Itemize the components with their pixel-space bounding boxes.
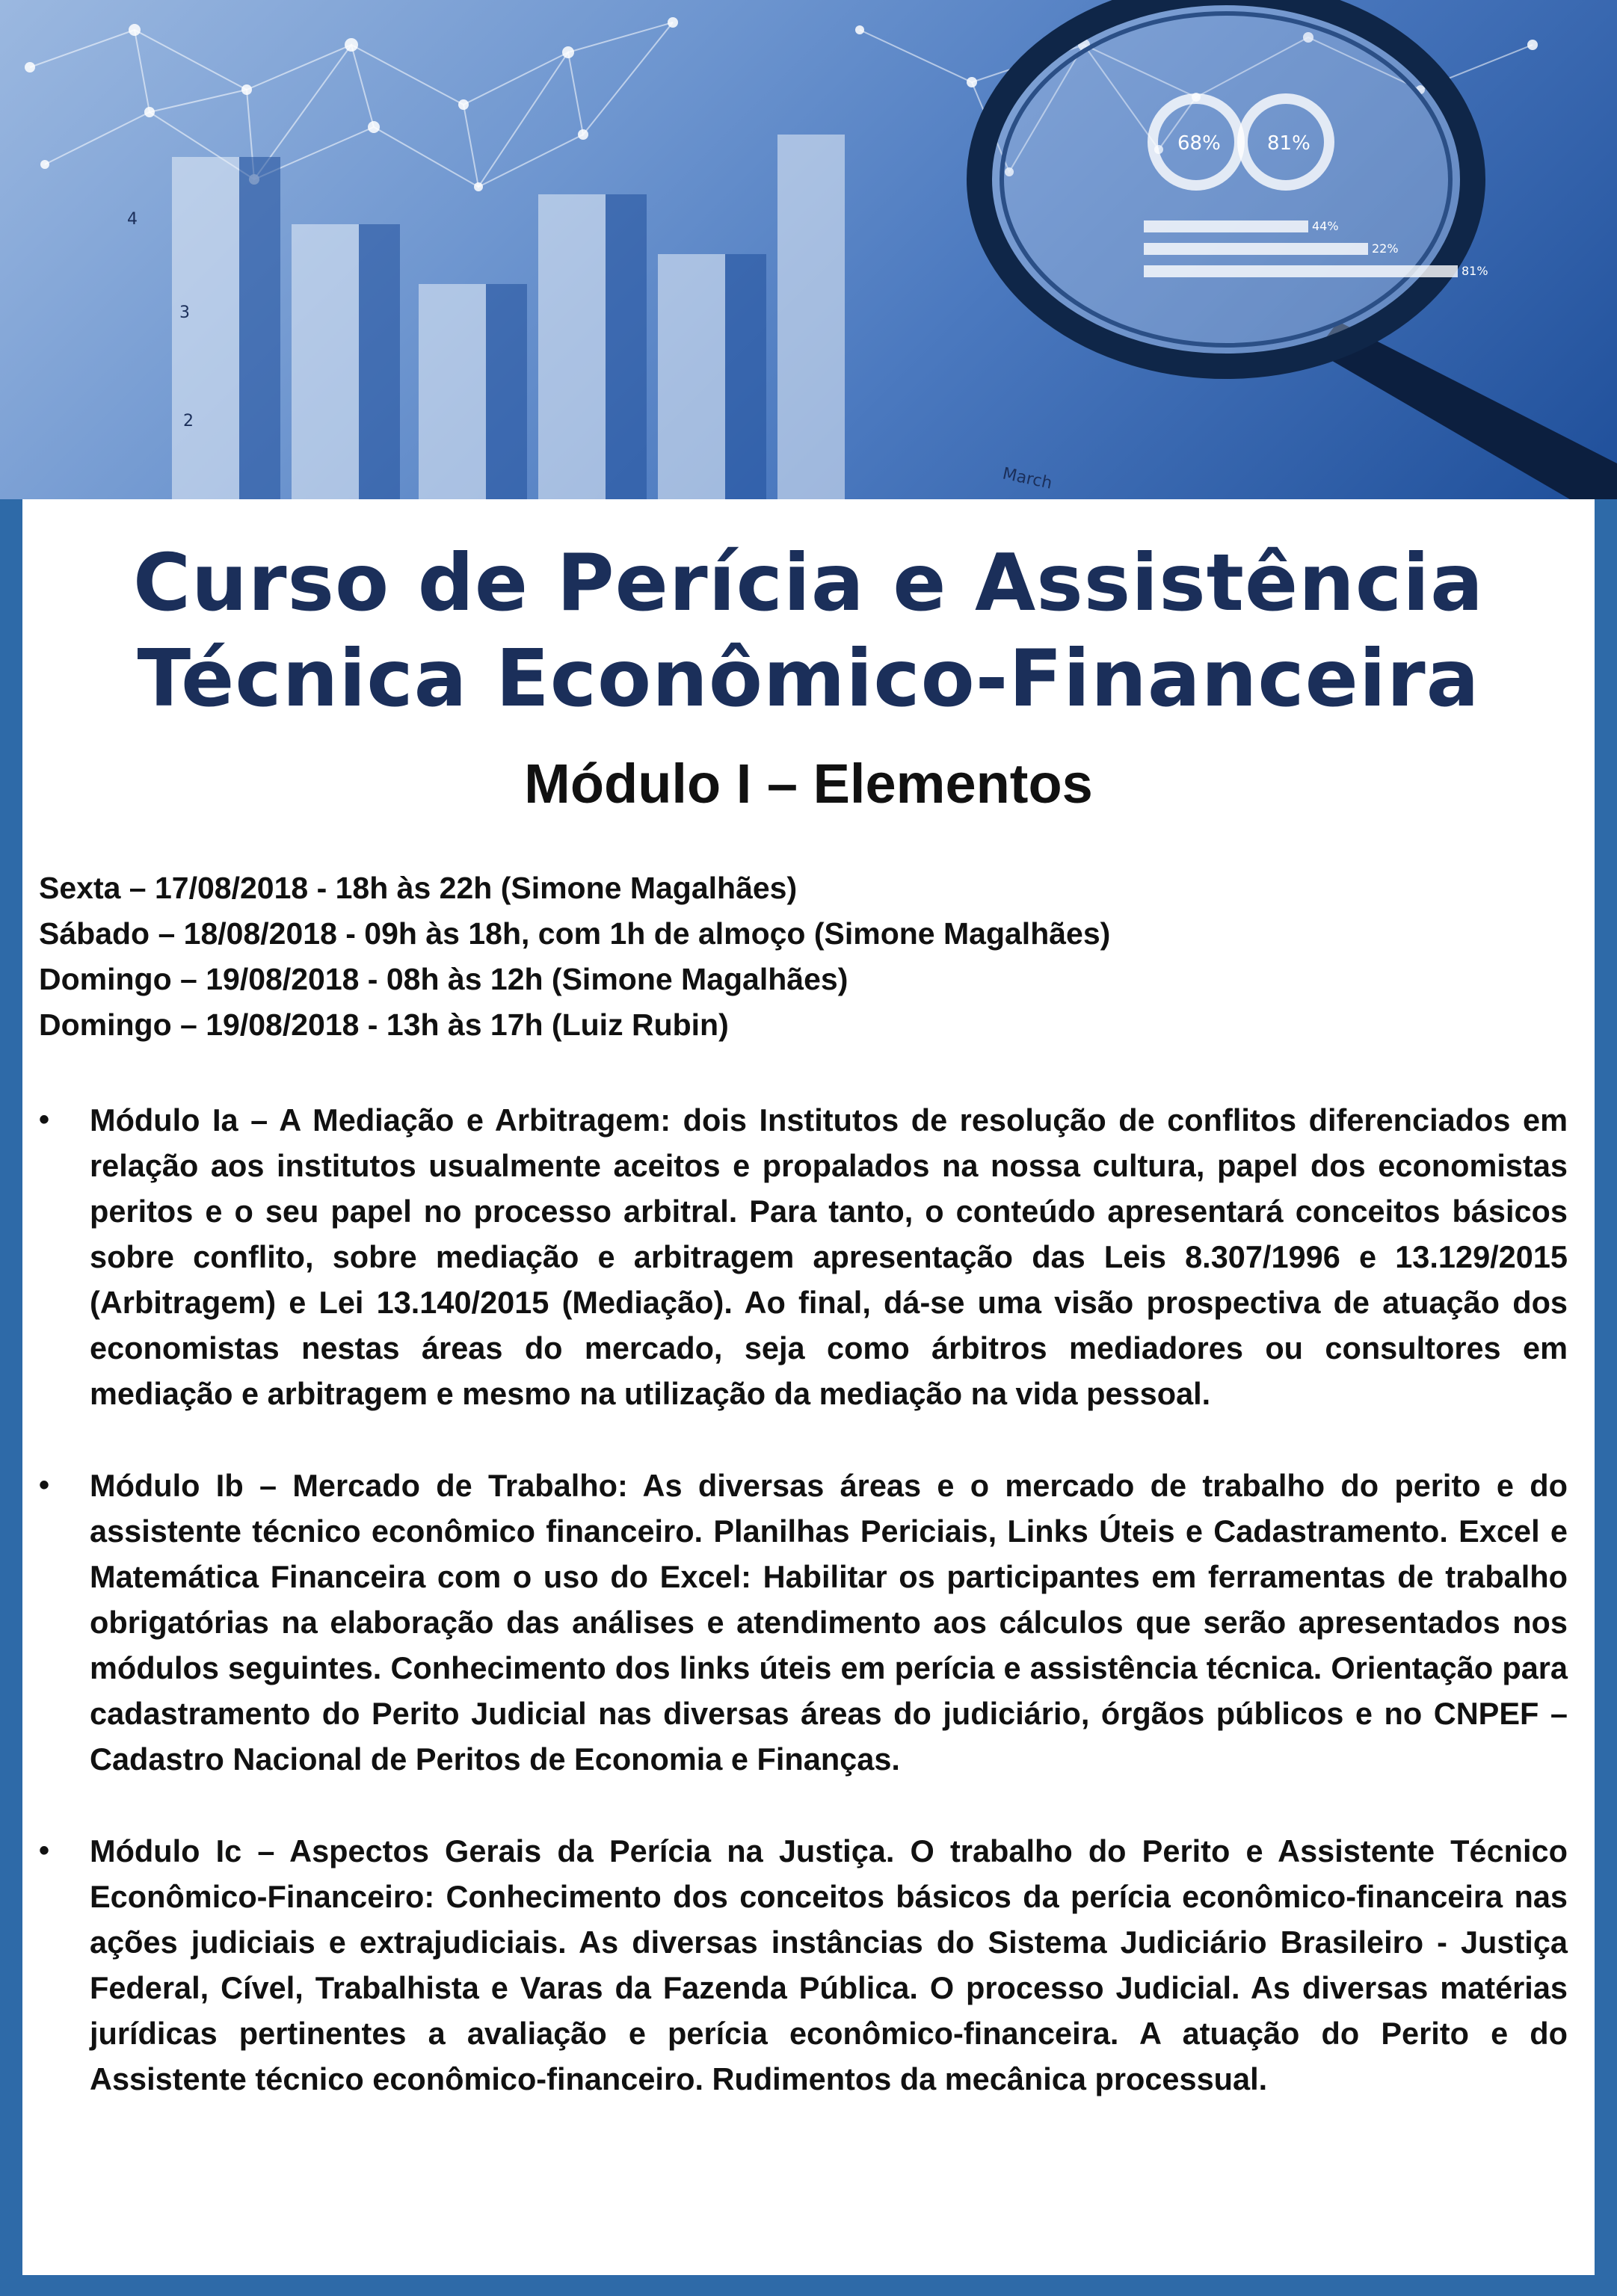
axis-label-2: 2 [183,412,194,430]
bar-label-e: 81% [1462,264,1488,278]
title-line-1: Curso de Perícia e Assistência [132,537,1485,629]
module-item-ib [22,1463,1595,1782]
bar-label-c: 44% [1312,219,1339,233]
module-description: Módulo Ic – Aspectos Gerais da Perícia na Justiça. O trabalho do Perito e Assistente Técnico Econômico-Financeiro: Conhecimento dos conceitos básicos da perícia econômico-financeira nas ações judiciais e extrajudiciais. As diversas instâncias do Sistema Judiciário Brasileiro - Justiça Federal, Cível, Trabalhista e Varas da Fazenda Pública. O processo Judicial. As diversas matérias jurídicas pertinentes a avaliação e perícia econômico-financeira. A atuação do Perito e do Assistente técnico econômico-financeiro. Rudimentos da mecânica processual. [90,1833,1568,2096]
gauge-label-b: 81% [1267,132,1310,155]
title-line-2: Técnica Econômico-Financeira [137,633,1480,724]
module-item-ia [22,1097,1595,1416]
module-list [22,1097,1595,2148]
page-title [22,535,1595,726]
module-description: Módulo Ib – Mercado de Trabalho: As diversas áreas e o mercado de trabalho do perito e do assistente técnico econômico financeiro. Planilhas Periciais, Links Úteis e Cadastramento. Excel e Matemática Financeira com o uso do Excel: Habilitar os participantes em ferramentas de trabalho obrigatórias na elaboração das análises e atendimento aos cálculos que serão apresentados nos módulos seguintes. Conhecimento dos links úteis em perícia e assistência técnica. Orientação para cadastramento do Perito Judicial nas diversas áreas do judiciário, órgãos públicos e no CNPEF – Cadastro Nacional de Peritos de Economia e Finanças. [90,1468,1568,1777]
bar-label-d: 22% [1372,241,1399,256]
schedule-item: Domingo – 19/08/2018 - 08h às 12h (Simone Magalhães) [39,962,848,996]
axis-label-4: 4 [127,210,138,229]
bullet-icon: • [39,1103,50,1136]
bullet-icon: • [39,1834,50,1867]
schedule-list [39,865,1571,1048]
module-subtitle: Módulo I – Elementos [524,753,1093,815]
module-description: Módulo Ia – A Mediação e Arbitragem: dois Institutos de resolução de conflitos diferenciados em relação aos institutos usualmente aceitos e propalados na nossa cultura, papel dos economistas peritos e o seu papel no processo arbitral. Para tanto, o conteúdo apresentará conceitos básicos sobre conflito, sobre mediação e arbitragem apresentação das Leis 8.307/1996 e 13.129/2015 (Arbitragem) e Lei 13.140/2015 (Mediação). Ao final, dá-se uma visão prospectiva de atuação dos economistas nestas áreas do mercado, seja como árbitros mediadores ou consultores em mediação e arbitragem e mesmo na utilização da mediação na vida pessoal. [90,1102,1568,1411]
schedule-item: Sábado – 18/08/2018 - 09h às 18h, com 1h de almoço (Simone Magalhães) [39,916,1111,951]
schedule-item: Domingo – 19/08/2018 - 13h às 17h (Luiz Rubin) [39,1007,729,1042]
bullet-icon: • [39,1469,50,1502]
axis-label-3: 3 [179,303,190,322]
content-panel [22,499,1595,2275]
module-item-ic [22,1828,1595,2102]
magnifying-glass-chart-icon [0,0,1617,499]
gauge-label-a: 68% [1177,132,1221,155]
month-label: March [1000,464,1054,493]
schedule-item: Sexta – 17/08/2018 - 18h às 22h (Simone Magalhães) [39,871,798,905]
header-banner-image [0,0,1617,499]
